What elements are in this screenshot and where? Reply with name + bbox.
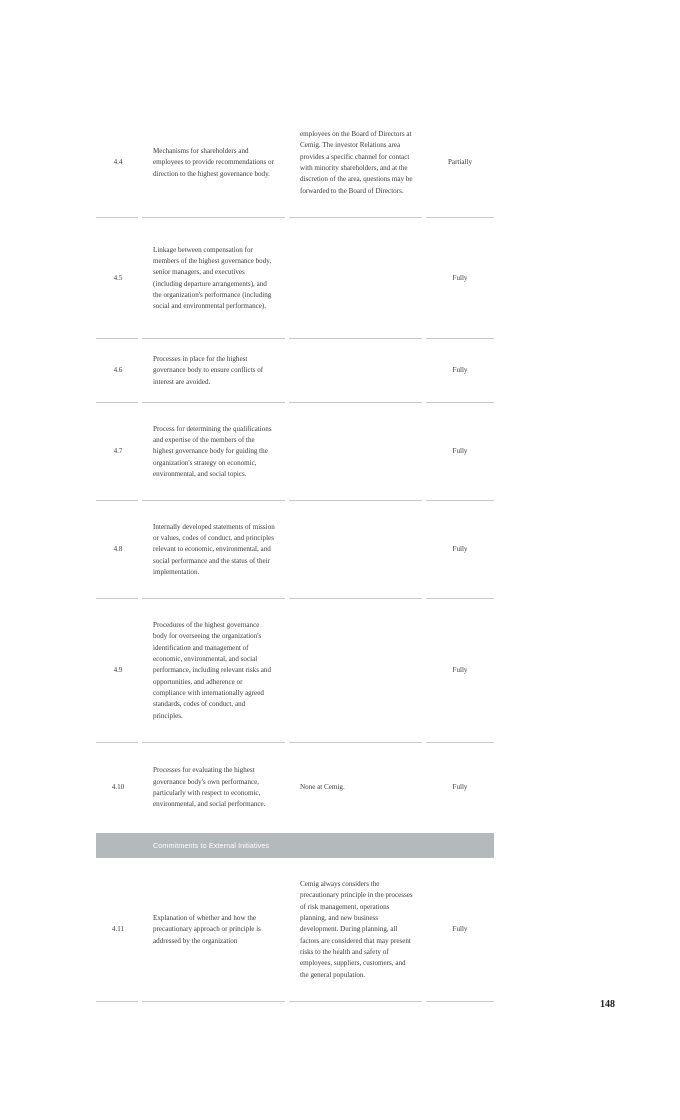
table-row [96,743,494,833]
indicator-status: Fully [452,925,468,934]
table-row [96,108,494,218]
table-row [96,858,494,1002]
indicator-response: employees on the Board of Directors at Cemig. The investor Relations area provides a specific channel for contact with minority shareholders, and at the discretion of the area, questions may be forwarded to the Board of Directors. [300,130,413,195]
indicator-description: Explanation of whether and how the precautionary approach or principle is addressed by the organization [153,914,261,945]
indicator-description: Processes in place for the highest governance body to ensure conflicts of interest are avoided. [153,355,264,386]
section-header [96,833,494,858]
indicator-number: 4.6 [113,366,123,375]
indicator-description: Processes for evaluating the highest governance body's own performance, particularly with respect to economic, environmental, and social performance. [153,766,266,809]
indicator-description: Process for determining the qualifications and expertise of the members of the highest governance body for guiding the organization's strategy on economic, environmental, and social topics. [153,424,272,478]
indicator-response: Cemig always considers the precautionary principle in the processes of risk management, operations planning, and new business development. During planning, all factors are considered that may present risks to the health and safety of employees, suppliers, customers, and the general population. [300,880,413,979]
indicator-status: Fully [452,545,468,554]
indicator-number: 4.5 [113,273,123,282]
gri-table [96,108,494,1002]
indicator-status: Fully [452,273,468,282]
row-divider [142,1001,285,1002]
indicator-description: Linkage between compensation for members of the highest governance body, senior managers, and executives (including departure arrangements), and the organization's performance (including social and environmental performance). [153,245,272,311]
indicator-description: Internally developed statements of mission or values, codes of conduct, and principles relevant to economic, environmental, and social performance and the status of their implementation. [153,522,275,576]
indicator-number: 4.8 [113,545,123,554]
indicator-response [300,218,414,339]
row-divider [96,1001,138,1002]
indicator-status: Fully [452,783,468,792]
indicator-status: Fully [452,366,468,375]
indicator-status: Fully [452,447,468,456]
indicator-number: 4.7 [113,447,123,456]
indicator-response [300,501,414,599]
indicator-description: Procedures of the highest governance body for overseeing the organization's identification and management of economic, environmental, and social performance, including relevant risks and opportunities, and adherence or compliance with internationally agreed standards, codes of conduct, and principles. [153,621,271,720]
table-row [96,403,494,501]
indicator-number: 4.4 [113,158,123,167]
table-row [96,218,494,339]
page-number: 148 [600,999,615,1010]
indicator-response: None at Cemig. [300,783,345,792]
table-row [96,599,494,743]
indicator-number: 4.9 [113,666,123,675]
indicator-status: Partially [447,158,473,167]
indicator-response [300,599,414,743]
section-title: Commitments to External Initiatives [153,841,270,850]
indicator-number: 4.10 [111,783,125,792]
indicator-description: Mechanisms for shareholders and employees to provide recommendations or direction to the highest governance body. [153,147,274,178]
indicator-response [300,339,414,403]
row-divider [426,1001,494,1002]
table-row [96,339,494,403]
indicator-number: 4.11 [111,925,125,934]
table-row [96,501,494,599]
indicator-response [300,403,414,501]
indicator-status: Fully [452,666,468,675]
row-divider [289,1001,422,1002]
